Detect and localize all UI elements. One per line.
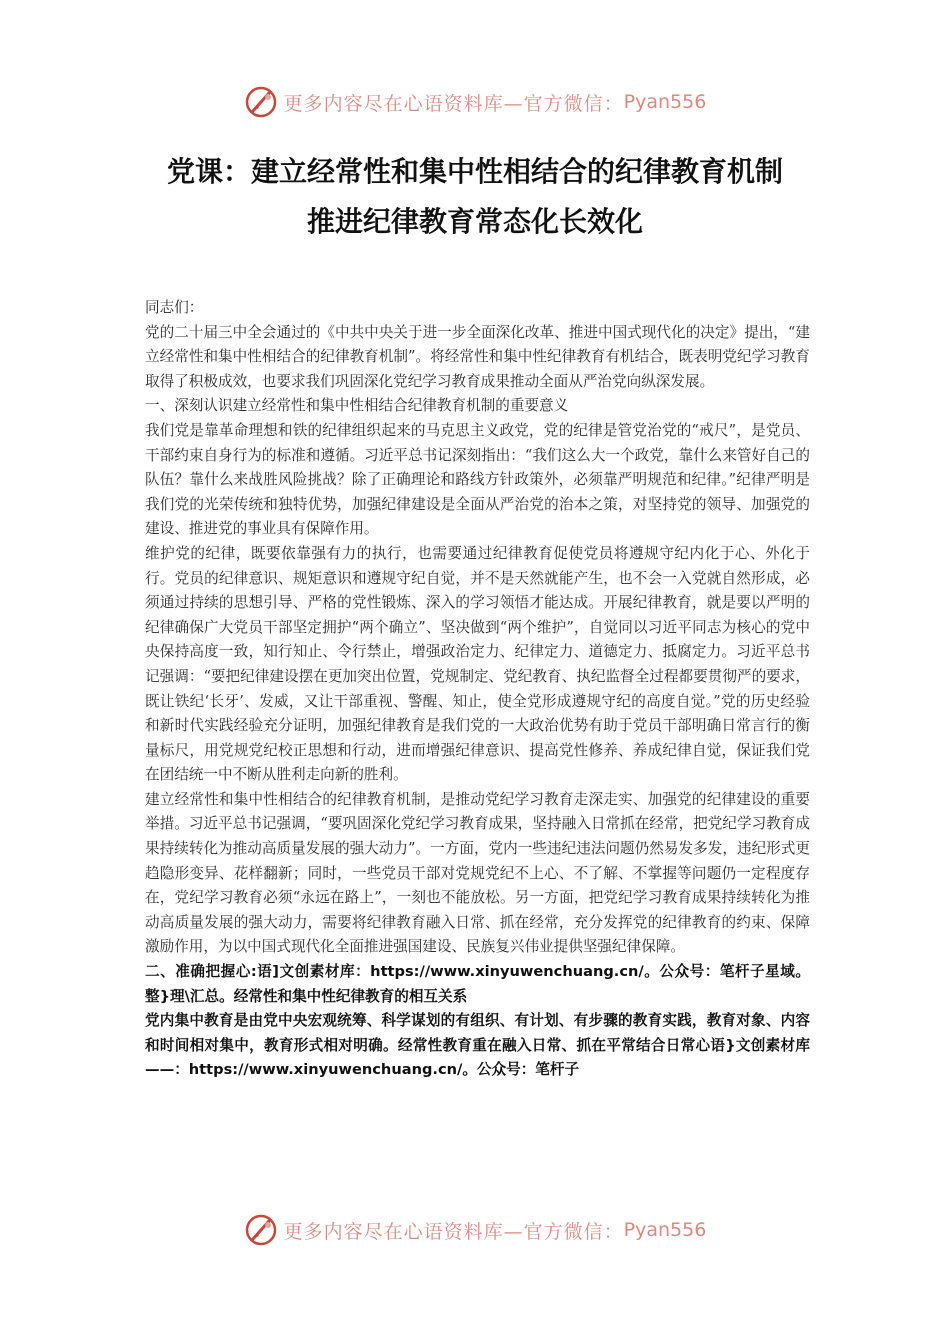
pen-logo-icon xyxy=(244,1213,278,1247)
paragraph-intro: 党的二十届三中全会通过的《中共中央关于进一步全面深化改革、推进中国式现代化的决定》提出，“建立经常性和集中性相结合的纪律教育机制”。将经常性和集中性纪律教育有机结合，既表明党纪学习教育取得了积极成效，也要求我们巩固深化党纪学习教育成果推动全面从严治党向纵深发展。 xyxy=(145,323,810,390)
watermark-banner-top xyxy=(0,82,950,122)
paragraph-discipline-importance: 我们党是靠革命理想和铁的纪律组织起来的马克思主义政党，党的纪律是管党治党的“戒尺”，是党员、干部约束自身行为的标准和遵循。习近平总书记深刻指出：“我们这么大一个政党，靠什么来管好自己的队伍？靠什么来战胜风险挑战？除了正确理论和路线方针政策外，必须靠严明规范和纪律。”纪律严明是我们党的光荣传统和独特优势，加强纪律建设是全面从严治党的治本之策，对坚持党的领导、加强党的建设、推进党的事业具有保障作用。 xyxy=(145,421,810,538)
salutation: 同志们： xyxy=(145,299,204,316)
banner-wechat-id: Pyan556 xyxy=(623,91,707,113)
document-body xyxy=(145,296,810,1083)
section-heading-1: 一、深刻认识建立经常性和集中性相结合纪律教育机制的重要意义 xyxy=(145,397,569,415)
banner-text: 更多内容尽在心语资料库—官方微信： xyxy=(283,1220,624,1243)
section-heading-2: 二、准确把握心:语]文创素材库：https://www.xinyuwenchuang.cn/。公众号：笔杆子星域。整}理\汇总。经常性和集中性纪律教育的相互关系 xyxy=(145,963,810,1005)
paragraph-concentrated-education: 党内集中教育是由党中央宏观统筹、科学谋划的有组织、有计划、有步骤的教育实践，教育对象、内容和时间相对集中，教育形式相对明确。经常性教育重在融入日常、抓在平常结合日常心语}文创素材库——：https://www.xinyuwenchuang.cn/。公众号：笔杆子 xyxy=(145,1012,810,1079)
paragraph-discipline-education: 维护党的纪律，既要依靠强有力的执行，也需要通过纪律教育促使党员将遵规守纪内化于心、外化于行。党员的纪律意识、规矩意识和遵规守纪自觉，并不是天然就能产生，也不会一入党就自然形成，必须通过持续的思想引导、严格的党性锻炼、深入的学习领悟才能达成。开展纪律教育，就是要以严明的纪律确保广大党员干部坚定拥护“两个确立”、坚决做到“两个维护”，自觉同以习近平同志为核心的党中央保持高度一致，知行知止、令行禁止，增强政治定力、纪律定力、道德定力、抵腐定力。习近平总书记强调：“要把纪律建设摆在更加突出位置，党规制定、党纪教育、执纪监督全过程都要贯彻严的要求，既让铁纪‘长牙’、发威，又让干部重视、警醒、知止，使全党形成遵规守纪的高度自觉。”党的历史经验和新时代实践经验充分证明，加强纪律教育是我们党的一大政治优势有助于党员干部明确日常言行的衡量标尺，用党规党纪校正思想和行动，进而增强纪律意识、提高党性修养、养成纪律自觉，保证我们党在团结统一中不断从胜利走向新的胜利。 xyxy=(145,544,810,784)
banner-wechat-id: Pyan556 xyxy=(623,1219,707,1241)
banner-text: 更多内容尽在心语资料库—官方微信： xyxy=(283,92,624,115)
paragraph-mechanism: 建立经常性和集中性相结合的纪律教育机制，是推动党纪学习教育走深走实、加强党的纪律建设的重要举措。习近平总书记强调，“要巩固深化党纪学习教育成果，坚持融入日常抓在经常，把党纪学习教育成果持续转化为推动高质量发展的强大动力”。一方面，党内一些违纪违法问题仍然易发多发，违纪形式更趋隐形变异、花样翻新；同时，一些党员干部对党规党纪不上心、不了解、不掌握等问题仍一定程度存在，党纪学习教育必须“永远在路上”，一刻也不能放松。另一方面，把党纪学习教育成果持续转化为推动高质量发展的强大动力，需要将纪律教育融入日常、抓在经常，充分发挥党的纪律教育的约束、保障激励作用，为以中国式现代化全面推进强国建设、民族复兴伟业提供坚强纪律保障。 xyxy=(145,790,810,956)
pen-logo-icon xyxy=(244,85,278,119)
page-title-line-1: 党课：建立经常性和集中性相结合的纪律教育机制 xyxy=(166,155,783,188)
page-title-line-2: 推进纪律教育常态化长效化 xyxy=(306,205,643,238)
watermark-banner-bottom xyxy=(0,1210,950,1250)
